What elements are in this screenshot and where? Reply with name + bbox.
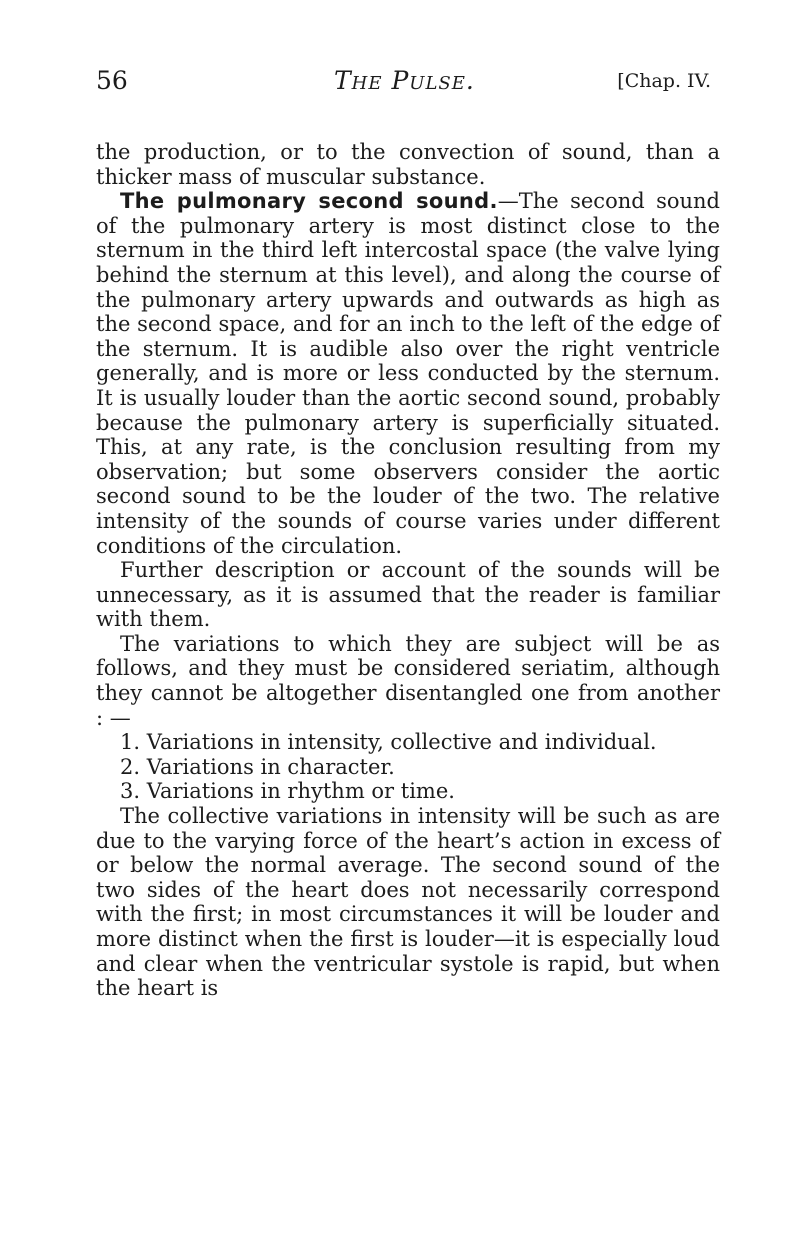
paragraph (96, 140, 720, 189)
page-header (96, 66, 711, 106)
list-item (96, 779, 720, 804)
chapter-label: [Chap. IV. (617, 70, 711, 92)
paragraph (96, 558, 720, 632)
list-item (96, 730, 720, 755)
paragraph-text: The variations to which they are subject will be as follows, and they must be considered seriatim, although they cannot be altogether disentangled one from another : — (96, 631, 720, 730)
paragraph (96, 632, 720, 730)
page-number: 56 (96, 66, 128, 95)
body-text (96, 140, 720, 1001)
paragraph-text: Further description or account of the sounds will be unnecessary, as it is assumed that the reader is familiar with them. (96, 558, 720, 632)
paragraph (96, 189, 720, 558)
paragraph (96, 804, 720, 1001)
list-item (96, 755, 720, 780)
paragraph-text: the production, or to the convection of sound, than a thicker mass of muscular substance. (96, 140, 720, 189)
paragraph-text: The collective variations in intensity will be such as are due to the varying force of the heart’s action in excess of or below the normal average. The second sound of the two sides of the heart does not necessarily correspond with the first; in most circumstances it will be louder and more distinct when the first is louder—it is especially loud and clear when the ventricular systole is rapid, but when the heart is (96, 804, 720, 1001)
section-heading: The pulmonary second sound. (120, 189, 498, 214)
paragraph-text: —The second sound of the pulmonary artery is most distinct close to the sternum in the third left intercostal space (the valve lying behind the sternum at this level), and along the course of the pulmonary artery upwards and outwards as high as the second space, and for an inch to the left of the edge of the sternum. It is audible also over the right ventricle generally, and is more or less conducted by the sternum. It is usually louder than the aortic second sound, probably because the pulmonary artery is superficially situated. This, at any rate, is the conclusion resulting from my observation; but some observers consider the aortic second sound to be the louder of the two. The relative intensity of the sounds of course varies under different conditions of the circulation. (96, 189, 720, 558)
running-title: The Pulse. (334, 66, 475, 95)
paragraph-text: 2. Variations in character. (120, 754, 395, 779)
paragraph-text: 1. Variations in intensity, collective and individual. (120, 730, 657, 755)
paragraph-text: 3. Variations in rhythm or time. (120, 779, 455, 804)
